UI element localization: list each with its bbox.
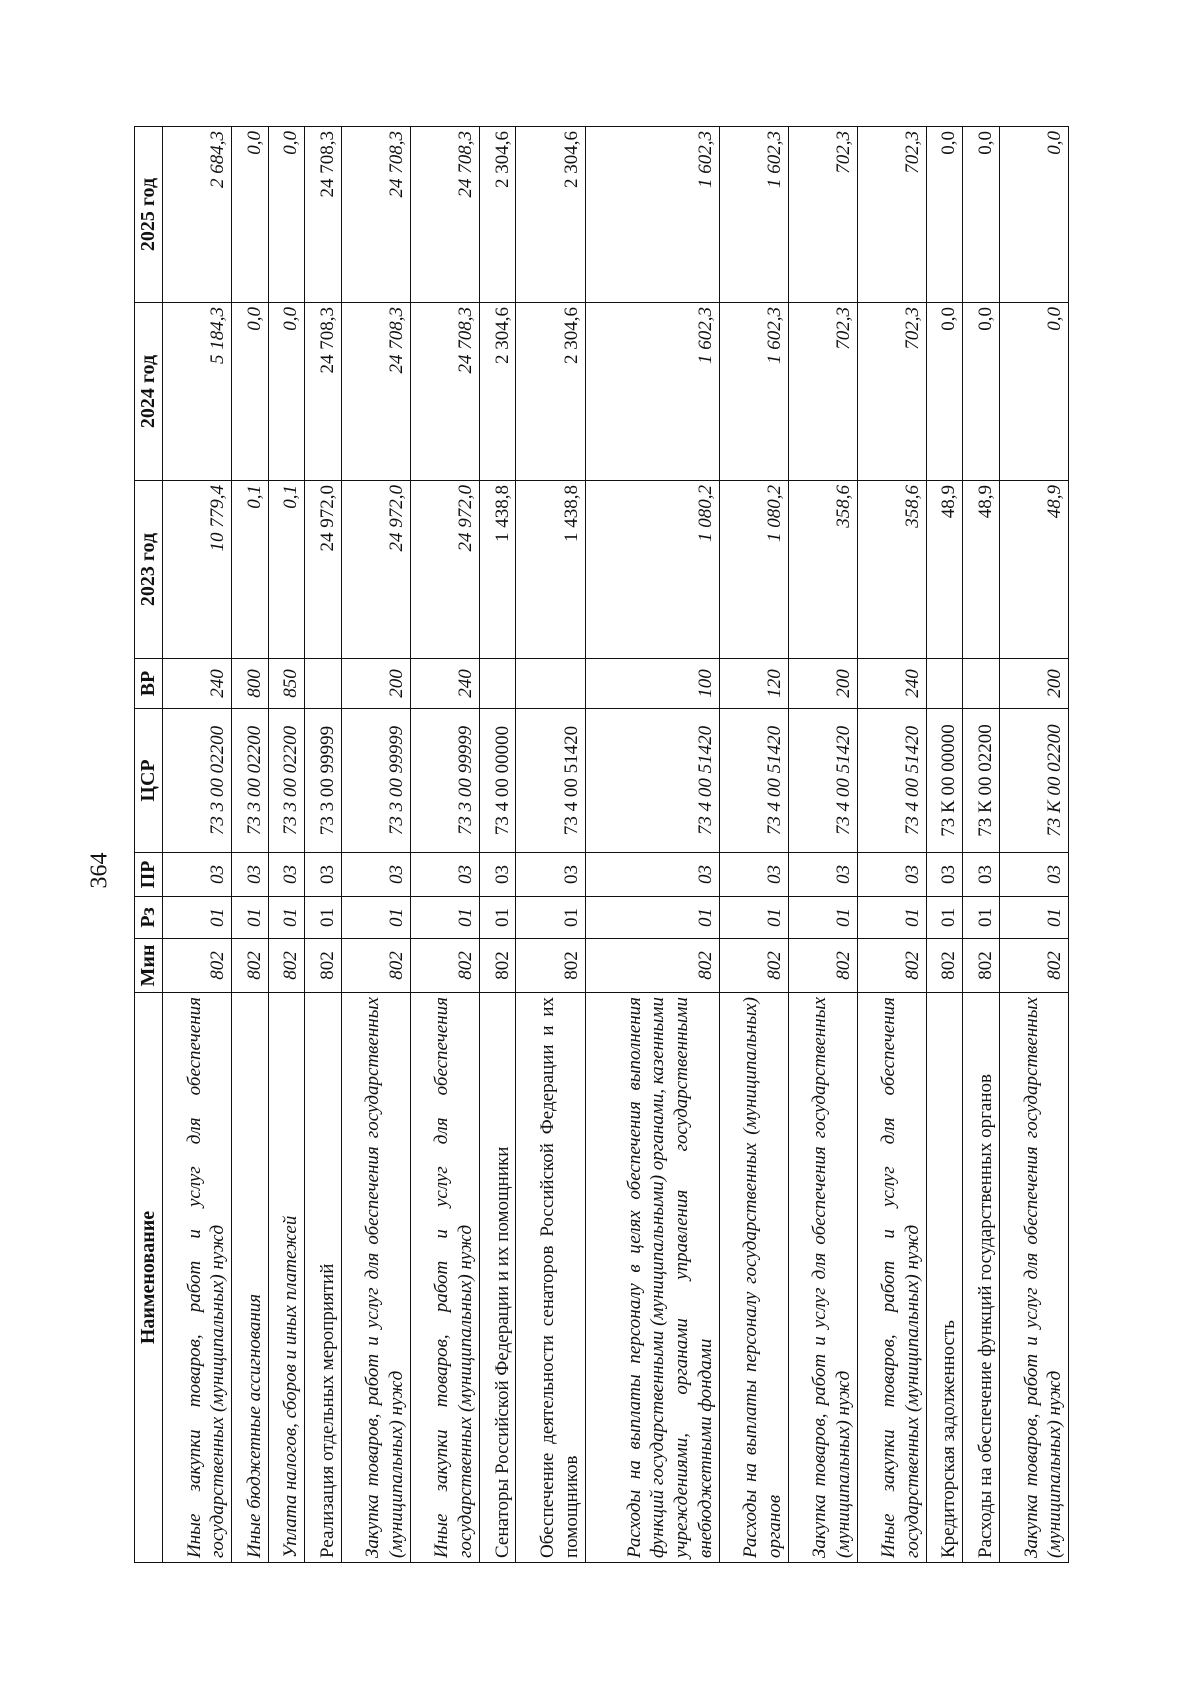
cell-pr: 03 bbox=[410, 853, 479, 897]
cell-y2023: 10 779,4 bbox=[163, 481, 232, 659]
cell-y2024: 0,0 bbox=[963, 303, 1000, 481]
cell-name: Кредиторская задолженность bbox=[926, 993, 963, 1563]
cell-rz: 01 bbox=[268, 897, 305, 939]
cell-rz: 01 bbox=[479, 897, 516, 939]
cell-rz: 01 bbox=[232, 897, 269, 939]
cell-vr: 240 bbox=[857, 659, 926, 709]
cell-csr: 73 4 00 51420 bbox=[719, 709, 788, 853]
cell-name: Сенаторы Российской Федерации и их помощники bbox=[479, 993, 516, 1563]
cell-min: 802 bbox=[585, 939, 719, 993]
cell-name: Закупка товаров, работ и услуг для обеспечения государственных (муниципальных) нужд bbox=[999, 993, 1068, 1563]
cell-min: 802 bbox=[516, 939, 585, 993]
cell-min: 802 bbox=[479, 939, 516, 993]
cell-name: Обеспечение деятельности сенаторов Российской Федерации и их помощников bbox=[516, 993, 585, 1563]
cell-csr: 73 3 00 02200 bbox=[232, 709, 269, 853]
cell-vr bbox=[305, 659, 342, 709]
cell-y2024: 1 602,3 bbox=[585, 303, 719, 481]
cell-pr: 03 bbox=[305, 853, 342, 897]
cell-rz: 01 bbox=[585, 897, 719, 939]
cell-pr: 03 bbox=[163, 853, 232, 897]
cell-y2025: 2 304,6 bbox=[516, 127, 585, 303]
cell-y2024: 0,0 bbox=[268, 303, 305, 481]
header-pr: ПР bbox=[135, 853, 163, 897]
cell-y2023: 24 972,0 bbox=[410, 481, 479, 659]
table-row bbox=[305, 127, 342, 1563]
cell-y2025: 1 602,3 bbox=[719, 127, 788, 303]
cell-rz: 01 bbox=[963, 897, 1000, 939]
cell-csr: 73 К 00 02200 bbox=[963, 709, 1000, 853]
cell-rz: 01 bbox=[305, 897, 342, 939]
cell-vr bbox=[963, 659, 1000, 709]
table-row bbox=[857, 127, 926, 1563]
cell-vr: 200 bbox=[999, 659, 1068, 709]
cell-y2023: 24 972,0 bbox=[305, 481, 342, 659]
header-2024: 2024 год bbox=[135, 303, 163, 481]
header-csr: ЦСР bbox=[135, 709, 163, 853]
cell-min: 802 bbox=[410, 939, 479, 993]
cell-name: Иные закупки товаров, работ и услуг для обеспечения государственных (муниципальных) нужд bbox=[163, 993, 232, 1563]
cell-y2025: 24 708,3 bbox=[341, 127, 410, 303]
table-row bbox=[479, 127, 516, 1563]
table-row bbox=[999, 127, 1068, 1563]
header-2023: 2023 год bbox=[135, 481, 163, 659]
cell-pr: 03 bbox=[857, 853, 926, 897]
cell-name: Закупка товаров, работ и услуг для обеспечения государственных (муниципальных) нужд bbox=[341, 993, 410, 1563]
cell-pr: 03 bbox=[516, 853, 585, 897]
table-row bbox=[963, 127, 1000, 1563]
cell-y2023: 358,6 bbox=[857, 481, 926, 659]
cell-rz: 01 bbox=[926, 897, 963, 939]
cell-y2023: 48,9 bbox=[999, 481, 1068, 659]
cell-y2024: 24 708,3 bbox=[305, 303, 342, 481]
cell-y2025: 0,0 bbox=[999, 127, 1068, 303]
cell-y2024: 0,0 bbox=[232, 303, 269, 481]
cell-rz: 01 bbox=[341, 897, 410, 939]
cell-name: Иные закупки товаров, работ и услуг для обеспечения государственных (муниципальных) нужд bbox=[857, 993, 926, 1563]
cell-y2025: 0,0 bbox=[963, 127, 1000, 303]
cell-min: 802 bbox=[163, 939, 232, 993]
cell-csr: 73 4 00 51420 bbox=[788, 709, 857, 853]
cell-csr: 73 4 00 00000 bbox=[479, 709, 516, 853]
cell-y2025: 1 602,3 bbox=[585, 127, 719, 303]
cell-min: 802 bbox=[268, 939, 305, 993]
table-header-row bbox=[135, 127, 163, 1563]
cell-vr: 240 bbox=[163, 659, 232, 709]
cell-vr: 100 bbox=[585, 659, 719, 709]
cell-y2024: 2 304,6 bbox=[516, 303, 585, 481]
cell-y2024: 1 602,3 bbox=[719, 303, 788, 481]
cell-vr: 850 bbox=[268, 659, 305, 709]
table-row bbox=[163, 127, 232, 1563]
cell-min: 802 bbox=[926, 939, 963, 993]
cell-pr: 03 bbox=[999, 853, 1068, 897]
cell-y2023: 0,1 bbox=[268, 481, 305, 659]
table-row bbox=[341, 127, 410, 1563]
cell-rz: 01 bbox=[410, 897, 479, 939]
table-row bbox=[232, 127, 269, 1563]
cell-csr: 73 3 00 02200 bbox=[268, 709, 305, 853]
cell-vr: 800 bbox=[232, 659, 269, 709]
table-row bbox=[719, 127, 788, 1563]
cell-vr bbox=[479, 659, 516, 709]
cell-min: 802 bbox=[857, 939, 926, 993]
cell-min: 802 bbox=[719, 939, 788, 993]
cell-name: Реализация отдельных мероприятий bbox=[305, 993, 342, 1563]
cell-vr: 120 bbox=[719, 659, 788, 709]
table-row bbox=[268, 127, 305, 1563]
cell-y2023: 24 972,0 bbox=[341, 481, 410, 659]
cell-y2025: 0,0 bbox=[926, 127, 963, 303]
cell-pr: 03 bbox=[268, 853, 305, 897]
cell-rz: 01 bbox=[788, 897, 857, 939]
header-rz: Рз bbox=[135, 897, 163, 939]
cell-min: 802 bbox=[341, 939, 410, 993]
cell-vr: 200 bbox=[788, 659, 857, 709]
cell-name: Закупка товаров, работ и услуг для обеспечения государственных (муниципальных) нужд bbox=[788, 993, 857, 1563]
cell-y2025: 702,3 bbox=[857, 127, 926, 303]
cell-y2024: 24 708,3 bbox=[341, 303, 410, 481]
cell-name: Расходы на обеспечение функций государственных органов bbox=[963, 993, 1000, 1563]
cell-rz: 01 bbox=[719, 897, 788, 939]
cell-y2024: 702,3 bbox=[788, 303, 857, 481]
cell-rz: 01 bbox=[163, 897, 232, 939]
cell-y2025: 702,3 bbox=[788, 127, 857, 303]
cell-y2024: 0,0 bbox=[999, 303, 1068, 481]
cell-min: 802 bbox=[788, 939, 857, 993]
table-body bbox=[163, 127, 1069, 1563]
cell-csr: 73 К 00 02200 bbox=[999, 709, 1068, 853]
cell-y2025: 2 684,3 bbox=[163, 127, 232, 303]
cell-csr: 73 4 00 51420 bbox=[516, 709, 585, 853]
cell-y2025: 24 708,3 bbox=[305, 127, 342, 303]
cell-vr bbox=[516, 659, 585, 709]
cell-pr: 03 bbox=[926, 853, 963, 897]
cell-y2023: 1 080,2 bbox=[719, 481, 788, 659]
cell-min: 802 bbox=[305, 939, 342, 993]
cell-min: 802 bbox=[963, 939, 1000, 993]
cell-pr: 03 bbox=[963, 853, 1000, 897]
table-row bbox=[788, 127, 857, 1563]
cell-y2024: 5 184,3 bbox=[163, 303, 232, 481]
table-row bbox=[410, 127, 479, 1563]
cell-y2024: 0,0 bbox=[926, 303, 963, 481]
header-name: Наименование bbox=[135, 993, 163, 1563]
cell-name: Иные бюджетные ассигнования bbox=[232, 993, 269, 1563]
cell-name: Уплата налогов, сборов и иных платежей bbox=[268, 993, 305, 1563]
budget-table bbox=[134, 126, 1069, 1563]
cell-y2025: 2 304,6 bbox=[479, 127, 516, 303]
cell-y2023: 0,1 bbox=[232, 481, 269, 659]
cell-min: 802 bbox=[232, 939, 269, 993]
cell-y2024: 24 708,3 bbox=[410, 303, 479, 481]
cell-csr: 73 3 00 99999 bbox=[410, 709, 479, 853]
cell-name: Иные закупки товаров, работ и услуг для обеспечения государственных (муниципальных) нужд bbox=[410, 993, 479, 1563]
cell-y2025: 0,0 bbox=[268, 127, 305, 303]
cell-vr: 240 bbox=[410, 659, 479, 709]
cell-pr: 03 bbox=[719, 853, 788, 897]
cell-y2023: 358,6 bbox=[788, 481, 857, 659]
table-row bbox=[516, 127, 585, 1563]
cell-y2023: 1 080,2 bbox=[585, 481, 719, 659]
header-vr: ВР bbox=[135, 659, 163, 709]
cell-rz: 01 bbox=[857, 897, 926, 939]
cell-vr: 200 bbox=[341, 659, 410, 709]
header-min: Мин bbox=[135, 939, 163, 993]
rotated-table-container bbox=[134, 127, 1069, 1563]
cell-name: Расходы на выплаты персоналу в целях обеспечения выполнения функций государственными (муниципальными) органами, казенными учреждениями, органами управления государственными внебюджетными фондами bbox=[585, 993, 719, 1563]
cell-y2024: 2 304,6 bbox=[479, 303, 516, 481]
cell-pr: 03 bbox=[341, 853, 410, 897]
cell-csr: 73 3 00 99999 bbox=[305, 709, 342, 853]
cell-csr: 73 К 00 00000 bbox=[926, 709, 963, 853]
cell-vr bbox=[926, 659, 963, 709]
cell-y2023: 48,9 bbox=[963, 481, 1000, 659]
cell-min: 802 bbox=[999, 939, 1068, 993]
cell-csr: 73 3 00 02200 bbox=[163, 709, 232, 853]
cell-csr: 73 4 00 51420 bbox=[585, 709, 719, 853]
cell-y2025: 24 708,3 bbox=[410, 127, 479, 303]
table-row bbox=[585, 127, 719, 1563]
cell-y2023: 1 438,8 bbox=[516, 481, 585, 659]
cell-pr: 03 bbox=[479, 853, 516, 897]
cell-name: Расходы на выплаты персоналу государственных (муниципальных) органов bbox=[719, 993, 788, 1563]
cell-y2024: 702,3 bbox=[857, 303, 926, 481]
cell-y2023: 48,9 bbox=[926, 481, 963, 659]
cell-csr: 73 4 00 51420 bbox=[857, 709, 926, 853]
cell-y2025: 0,0 bbox=[232, 127, 269, 303]
cell-pr: 03 bbox=[788, 853, 857, 897]
cell-pr: 03 bbox=[232, 853, 269, 897]
cell-rz: 01 bbox=[516, 897, 585, 939]
cell-y2023: 1 438,8 bbox=[479, 481, 516, 659]
header-2025: 2025 год bbox=[135, 127, 163, 303]
page-number: 364 bbox=[86, 852, 113, 889]
cell-pr: 03 bbox=[585, 853, 719, 897]
table-row bbox=[926, 127, 963, 1563]
cell-rz: 01 bbox=[999, 897, 1068, 939]
cell-csr: 73 3 00 99999 bbox=[341, 709, 410, 853]
